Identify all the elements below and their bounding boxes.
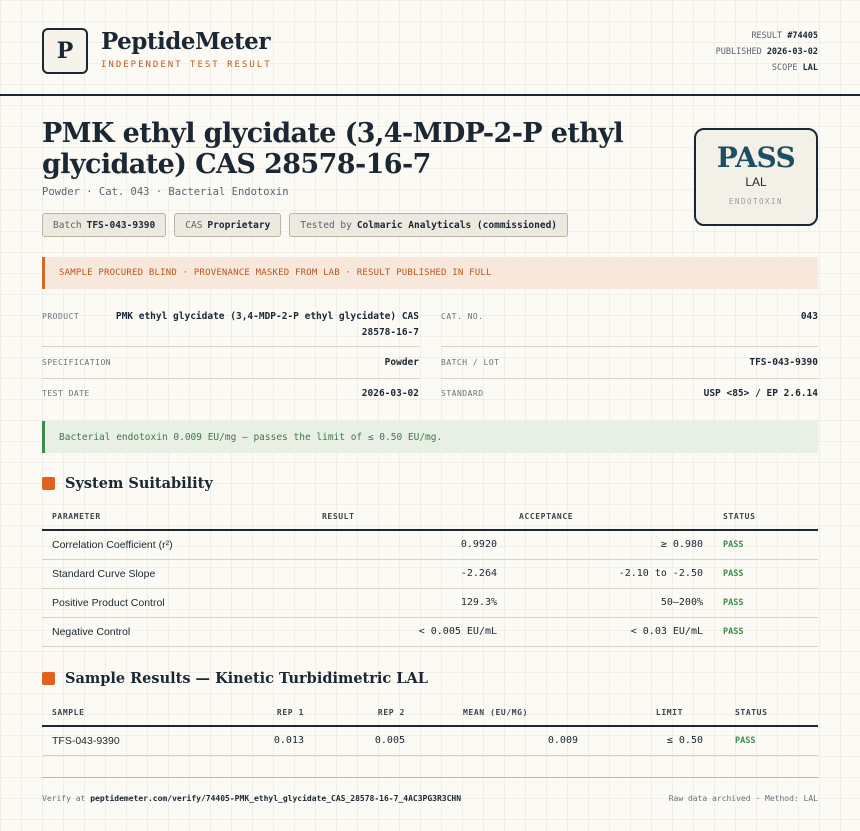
status-badge: PASS <box>713 588 818 617</box>
scope-label: SCOPE <box>771 63 798 73</box>
result-id: #74405 <box>787 31 818 41</box>
col-sample: SAMPLE <box>42 700 214 726</box>
col-rep2: REP 2 <box>314 700 415 726</box>
col-status: STATUS <box>713 504 818 530</box>
footer <box>42 777 818 819</box>
footer-note: Raw data archived · Method: LAL <box>668 794 818 803</box>
product-value: PMK ethyl glycidate (3,4-MDP-2-P ethyl glycidate) CAS 28578-16-7 <box>115 311 419 338</box>
pass-result: PASS <box>716 141 796 174</box>
verify-link[interactable]: peptidemeter.com/verify/74405-PMK_ethyl_glycidate_CAS_28578-16-7_4AC3PG3R3CHN <box>90 794 462 803</box>
status-badge: PASS <box>713 617 818 646</box>
standard-value: USP <85> / EP 2.6.14 <box>703 388 818 399</box>
table-row: Standard Curve Slope -2.264 -2.10 to -2.50 PASS <box>42 559 818 588</box>
col-mean: MEAN (EU/MG) <box>415 700 588 726</box>
pass-badge <box>694 128 818 226</box>
samples-heading: Sample Results — Kinetic Turbidimetric LAL <box>42 670 428 687</box>
standard-label: STANDARD <box>441 389 484 398</box>
col-status: STATUS <box>713 700 818 726</box>
report-header <box>0 0 860 96</box>
product-subtitle: Powder · Cat. 043 · Bacterial Endotoxin <box>42 186 289 198</box>
batch-value: TFS-043-9390 <box>749 357 818 368</box>
date-label: TEST DATE <box>42 389 90 398</box>
catno-value: 043 <box>800 311 818 322</box>
suitability-heading: System Suitability <box>42 475 213 492</box>
date-value: 2026-03-02 <box>361 388 419 399</box>
col-parameter: PARAMETER <box>42 504 312 530</box>
spec-value: Powder <box>384 357 419 368</box>
col-acceptance: ACCEPTANCE <box>507 504 713 530</box>
table-row: Positive Product Control 129.3% 50–200% PASS <box>42 588 818 617</box>
section-marker-icon <box>42 672 55 685</box>
section-marker-icon <box>42 477 55 490</box>
col-limit: LIMIT <box>588 700 713 726</box>
suitability-table <box>42 504 818 647</box>
col-rep1: REP 1 <box>214 700 314 726</box>
pass-method: LAL <box>745 175 767 189</box>
catno-label: CAT. NO. <box>441 312 484 321</box>
col-result: RESULT <box>312 504 507 530</box>
status-badge: PASS <box>713 559 818 588</box>
pass-category: ENDOTOXIN <box>728 197 784 206</box>
blind-notice: SAMPLE PROCURED BLIND · PROVENANCE MASKED FROM LAB · RESULT PUBLISHED IN FULL <box>42 257 818 289</box>
result-label: RESULT <box>751 31 783 41</box>
table-row: TFS-043-9390 0.013 0.005 0.009 ≤ 0.50 PASS <box>42 726 818 755</box>
table-row: Negative Control < 0.005 EU/mL < 0.03 EU/mL PASS <box>42 617 818 646</box>
samples-table <box>42 700 818 756</box>
logo: P <box>42 28 88 74</box>
result-summary: Bacterial endotoxin 0.009 EU/mg — passes the limit of ≤ 0.50 EU/mg. <box>42 421 818 453</box>
batch-label: BATCH / LOT <box>441 358 500 367</box>
chip-cas: CAS Proprietary <box>174 213 281 237</box>
status-badge: PASS <box>713 530 818 559</box>
product-label: PRODUCT <box>42 312 80 321</box>
report-meta <box>716 28 818 76</box>
chip-tested-by: Tested by Colmaric Analyticals (commissioned) <box>289 213 568 237</box>
page-title: PMK ethyl glycidate (3,4-MDP-2-P ethyl glycidate) CAS 28578-16-7 <box>42 118 624 180</box>
status-badge: PASS <box>713 726 818 755</box>
spec-label: SPECIFICATION <box>42 358 112 367</box>
table-row: Correlation Coefficient (r²) 0.9920 ≥ 0.980 PASS <box>42 530 818 559</box>
brand-name: PeptideMeter <box>101 28 270 55</box>
verify-text: Verify at peptidemeter.com/verify/74405-PMK_ethyl_glycidate_CAS_28578-16-7_4AC3PG3R3CHN <box>42 794 462 803</box>
published-date: 2026-03-02 <box>766 47 818 57</box>
product-chips <box>42 213 568 237</box>
published-label: PUBLISHED <box>715 47 762 57</box>
scope-value: LAL <box>802 63 818 73</box>
chip-batch: Batch TFS-043-9390 <box>42 213 166 237</box>
brand-tagline: INDEPENDENT TEST RESULT <box>101 60 272 70</box>
